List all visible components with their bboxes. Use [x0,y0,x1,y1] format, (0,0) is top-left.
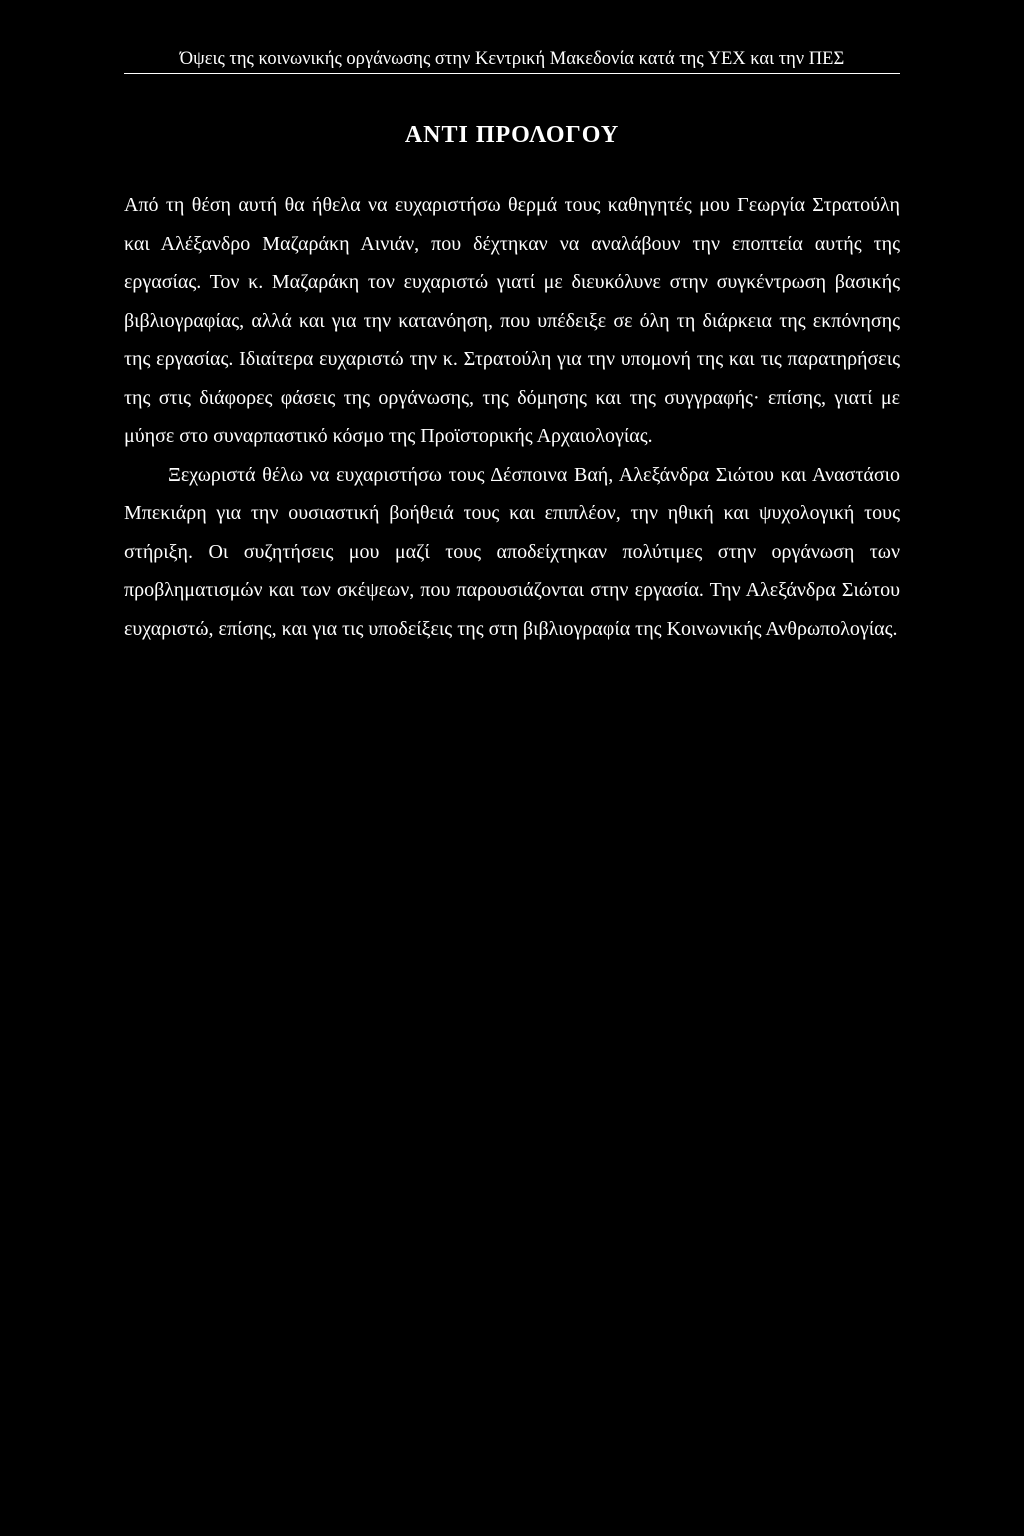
paragraph-acknowledgement-supervisors: Από τη θέση αυτή θα ήθελα να ευχαριστήσω θερμά τους καθηγητές μου Γεωργία Στρατούλη και Αλέξανδρο Μαζαράκη Αινιάν, που δέχτηκαν να αναλάβουν την εποπτεία αυτής της εργασίας. Τον κ. Μαζαράκη τον ευχαριστώ γιατί με διευκόλυνε στην συγκέντρωση βασικής βιβλιογραφίας, αλλά και για την κατανόηση, που υπέδειξε σε όλη τη διάρκεια της εκπόνησης της εργασίας. Ιδιαίτερα ευχαριστώ την κ. Στρατούλη για την υπομονή της και τις παρατηρήσεις της στις διάφορες φάσεις της οργάνωσης, της δόμησης και της συγγραφής· επίσης, γιατί με μύησε στο συναρπαστικό κόσμο της Προϊστορικής Αρχαιολογίας. [124,194,900,447]
running-header: Όψεις της κοινωνικής οργάνωσης στην Κεντρική Μακεδονία κατά της ΥΕΧ και την ΠΕΣ [179,49,845,69]
paragraph-acknowledgement-colleagues: Ξεχωριστά θέλω να ευχαριστήσω τους Δέσποινα Βαή, Αλεξάνδρα Σιώτου και Αναστάσιο Μπεκιάρη για την ουσιαστική βοήθειά τους και επιπλέον, την ηθική και ψυχολογική τους στήριξη. Οι συζητήσεις μου μαζί τους αποδείχτηκαν πολύτιμες στην οργάνωση των προβληματισμών και των σκέψεων, που παρουσιάζονται στην εργασία. Την Αλεξάνδρα Σιώτου ευχαριστώ, επίσης, και για τις υποδείξεις της στη βιβλιογραφία της Κοινωνικής Ανθρωπολογίας. [124,463,900,640]
page-title: ΑΝΤΙ ΠΡΟΛΟΓΟΥ [404,122,620,148]
header-rule [124,73,900,74]
body-text [124,186,900,648]
